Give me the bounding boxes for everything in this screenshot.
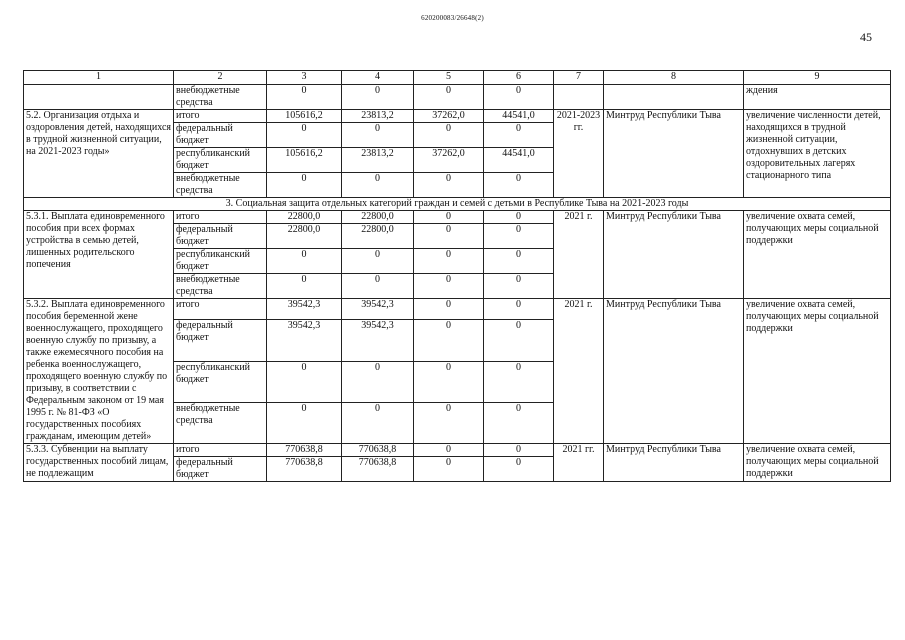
document-id: 620200083/26648(2) — [421, 14, 484, 22]
value-cell: 44541,0 — [484, 110, 554, 123]
table-row — [24, 211, 891, 224]
value-cell: 0 — [414, 274, 484, 299]
value-cell: 44541,0 — [484, 148, 554, 173]
period-cell: 2021 г. — [554, 299, 604, 444]
result-text: увеличение охвата семей, получающих меры социальной поддержки — [744, 299, 891, 444]
program-table — [23, 70, 891, 482]
result-text: увеличение охвата семей, получающих меры социальной поддержки — [744, 444, 891, 482]
value-cell: 22800,0 — [342, 224, 414, 249]
funding-source: внебюджетные средства — [174, 85, 267, 110]
value-cell: 0 — [414, 249, 484, 274]
value-cell: 0 — [267, 85, 342, 110]
table-row — [24, 299, 891, 320]
value-cell: 0 — [484, 211, 554, 224]
funding-source: республиканский бюджет — [174, 249, 267, 274]
col-header: 9 — [744, 71, 891, 85]
cell-empty — [604, 85, 744, 110]
value-cell: 0 — [484, 123, 554, 148]
value-cell: 0 — [342, 173, 414, 198]
value-cell: 0 — [414, 123, 484, 148]
value-cell: 0 — [414, 211, 484, 224]
value-cell: 39542,3 — [342, 299, 414, 320]
period-cell: 2021-2023 гг. — [554, 110, 604, 198]
table-row — [24, 110, 891, 123]
value-cell: 0 — [484, 224, 554, 249]
col-header: 1 — [24, 71, 174, 85]
funding-source: республиканский бюджет — [174, 148, 267, 173]
value-cell: 0 — [484, 274, 554, 299]
value-cell: 0 — [414, 361, 484, 402]
value-cell: 0 — [414, 320, 484, 361]
value-cell: 0 — [267, 274, 342, 299]
value-cell: 0 — [414, 173, 484, 198]
value-cell: 39542,3 — [267, 320, 342, 361]
col-header: 8 — [604, 71, 744, 85]
value-cell: 0 — [267, 361, 342, 402]
col-header: 5 — [414, 71, 484, 85]
executor-cell: Минтруд Республики Тыва — [604, 444, 744, 482]
cell-empty — [554, 85, 604, 110]
value-cell: 0 — [484, 457, 554, 482]
value-cell: 0 — [342, 274, 414, 299]
value-cell: 0 — [484, 173, 554, 198]
col-header: 7 — [554, 71, 604, 85]
measure-name: 5.3.2. Выплата единовременного пособия беременной жене военнослужащего, проходящего военную службу по призыву, а также ежемесячного пособия на ребенка военнослужащего, проходящего военную службу по призыву, в соответствии с Федеральным законом от 19 мая 1995 г. № 81-ФЗ «О государственных пособиях гражданам, имеющим детей» — [24, 299, 174, 444]
section-title: 3. Социальная защита отдельных категорий граждан и семей с детьми в Республике Тыва на 2021-2023 годы — [24, 198, 891, 211]
funding-source: внебюджетные средства — [174, 274, 267, 299]
value-cell: 0 — [414, 224, 484, 249]
value-cell: 0 — [267, 249, 342, 274]
funding-source: итого — [174, 299, 267, 320]
col-header: 3 — [267, 71, 342, 85]
period-cell: 2021 г. — [554, 211, 604, 299]
value-cell: 105616,2 — [267, 110, 342, 123]
value-cell: 22800,0 — [267, 211, 342, 224]
value-cell: 0 — [342, 249, 414, 274]
funding-source: федеральный бюджет — [174, 224, 267, 249]
executor-cell: Минтруд Республики Тыва — [604, 211, 744, 299]
funding-source: итого — [174, 211, 267, 224]
funding-source: итого — [174, 444, 267, 457]
measure-name: 5.2. Организация отдыха и оздоровления детей, находящихся в трудной жизненной ситуации, на 2021-2023 годы» — [24, 110, 174, 198]
value-cell: 770638,8 — [342, 457, 414, 482]
value-cell: 0 — [414, 402, 484, 443]
value-cell: 22800,0 — [267, 224, 342, 249]
result-text: увеличение численности детей, находящихся в трудной жизненной ситуации, отдохнувших в детских оздоровительных лагерях стационарного типа — [744, 110, 891, 198]
value-cell: 23813,2 — [342, 148, 414, 173]
result-text: увеличение охвата семей, получающих меры социальной поддержки — [744, 211, 891, 299]
value-cell: 39542,3 — [267, 299, 342, 320]
value-cell: 105616,2 — [267, 148, 342, 173]
value-cell: 0 — [267, 173, 342, 198]
value-cell: 0 — [342, 85, 414, 110]
section-heading-row — [24, 198, 891, 211]
col-header: 4 — [342, 71, 414, 85]
funding-source: республиканский бюджет — [174, 361, 267, 402]
funding-source: внебюджетные средства — [174, 402, 267, 443]
value-cell: 23813,2 — [342, 110, 414, 123]
value-cell: 770638,8 — [267, 457, 342, 482]
value-cell: 0 — [267, 402, 342, 443]
funding-source: федеральный бюджет — [174, 320, 267, 361]
value-cell: 37262,0 — [414, 148, 484, 173]
funding-source: итого — [174, 110, 267, 123]
page-number: 45 — [860, 30, 872, 44]
value-cell: 770638,8 — [267, 444, 342, 457]
value-cell: 0 — [414, 457, 484, 482]
value-cell: 0 — [484, 361, 554, 402]
value-cell: 0 — [484, 402, 554, 443]
funding-source: федеральный бюджет — [174, 457, 267, 482]
executor-cell: Минтруд Республики Тыва — [604, 110, 744, 198]
funding-source: федеральный бюджет — [174, 123, 267, 148]
cell-empty — [24, 85, 174, 110]
result-text: ждения — [744, 85, 891, 110]
column-header-row — [24, 71, 891, 85]
value-cell: 0 — [484, 320, 554, 361]
table-row — [24, 85, 891, 110]
col-header: 2 — [174, 71, 267, 85]
value-cell: 39542,3 — [342, 320, 414, 361]
value-cell: 0 — [342, 123, 414, 148]
value-cell: 0 — [414, 85, 484, 110]
value-cell: 0 — [484, 85, 554, 110]
table-row — [24, 444, 891, 457]
value-cell: 0 — [342, 402, 414, 443]
value-cell: 0 — [414, 299, 484, 320]
value-cell: 0 — [414, 444, 484, 457]
executor-cell: Минтруд Республики Тыва — [604, 299, 744, 444]
value-cell: 0 — [267, 123, 342, 148]
value-cell: 22800,0 — [342, 211, 414, 224]
value-cell: 0 — [484, 299, 554, 320]
measure-name: 5.3.3. Субвенции на выплату государственных пособий лицам, не подлежащим — [24, 444, 174, 482]
value-cell: 0 — [342, 361, 414, 402]
col-header: 6 — [484, 71, 554, 85]
value-cell: 37262,0 — [414, 110, 484, 123]
value-cell: 0 — [484, 444, 554, 457]
period-cell: 2021 гг. — [554, 444, 604, 482]
value-cell: 0 — [484, 249, 554, 274]
funding-source: внебюджетные средства — [174, 173, 267, 198]
measure-name: 5.3.1. Выплата единовременного пособия при всех формах устройства в семью детей, лишенных родительского попечения — [24, 211, 174, 299]
value-cell: 770638,8 — [342, 444, 414, 457]
